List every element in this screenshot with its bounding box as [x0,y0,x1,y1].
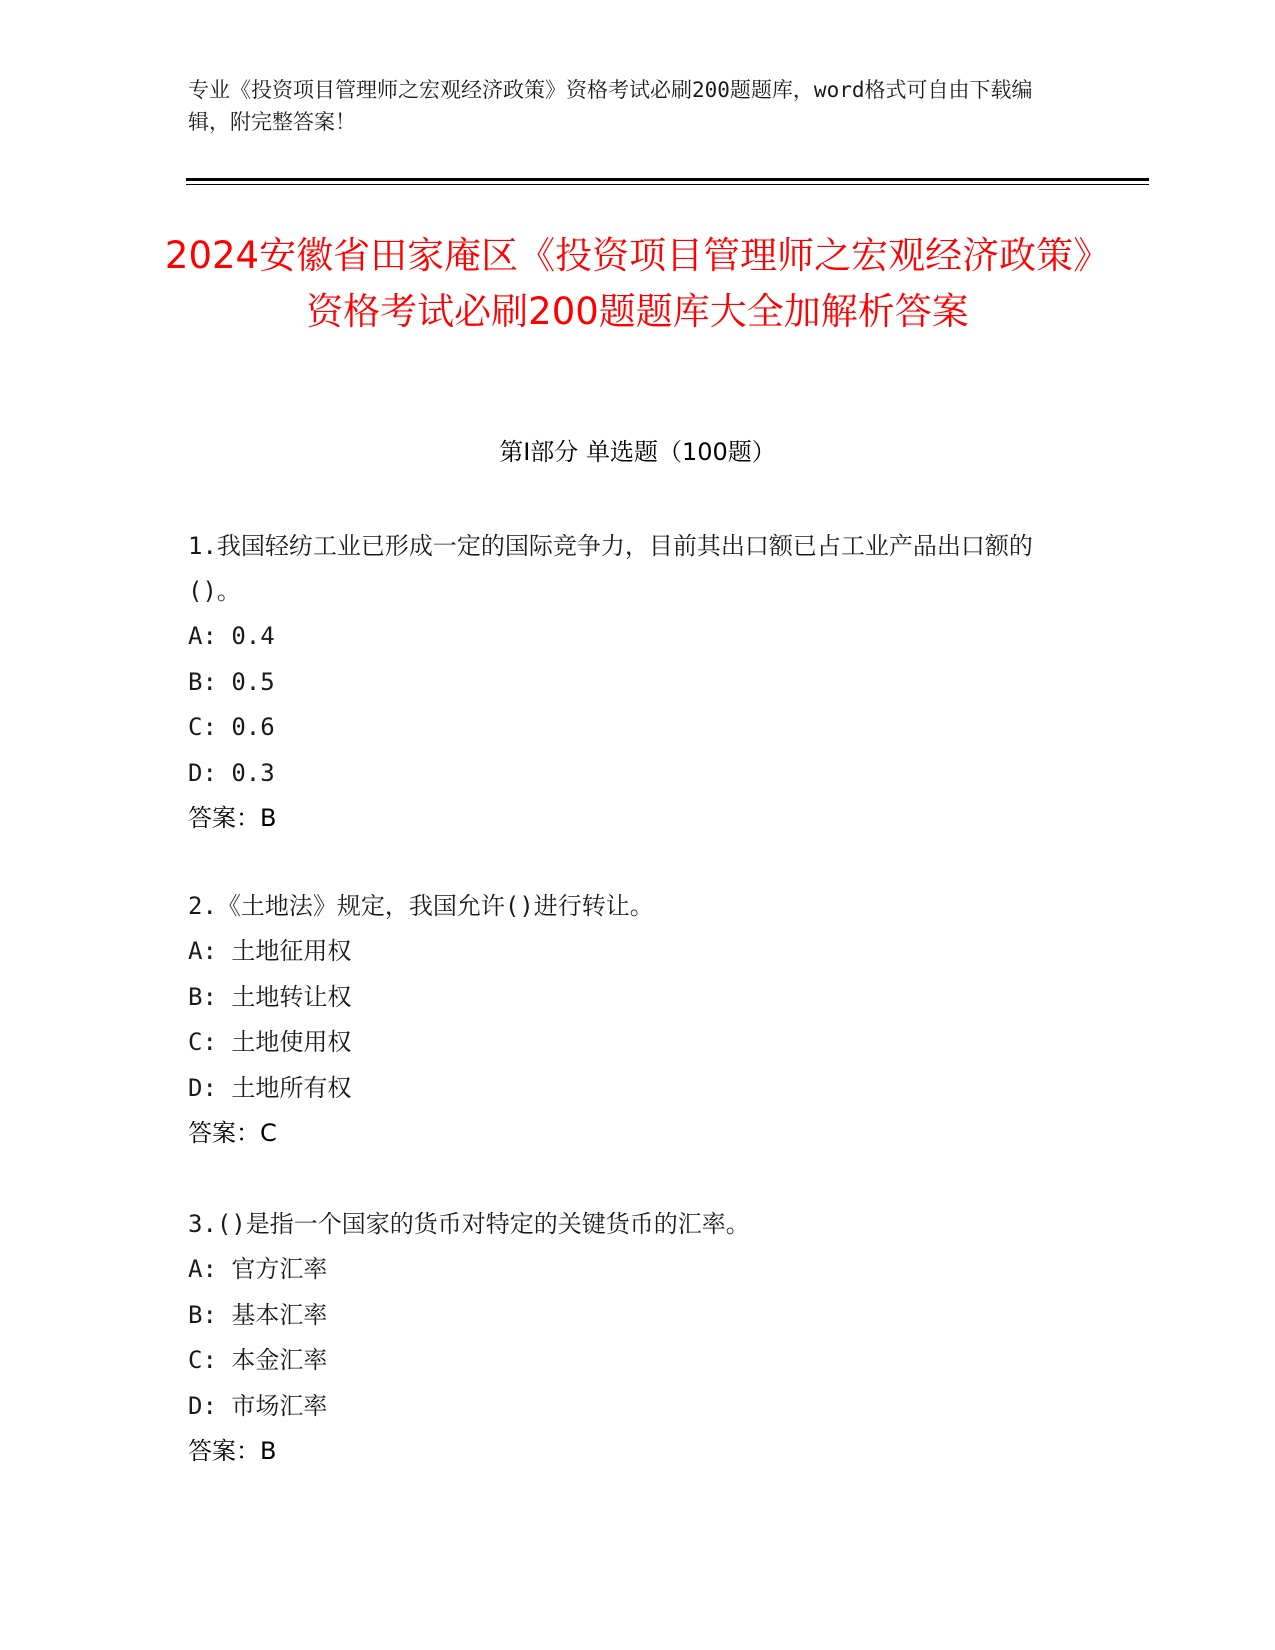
question-item [188,1202,1068,1475]
option-c: C: 土地使用权 [188,1028,352,1056]
option-d: D: 市场汇率 [188,1391,328,1420]
option-b: B: 土地转让权 [188,982,352,1011]
option-a: A: 官方汇率 [188,1255,328,1283]
question-stem: 2.《土地法》规定，我国允许()进行转让。 [188,892,654,920]
answer-label: 答案：C [188,1119,277,1147]
option-c: C: 0.6 [188,713,275,741]
option-b: B: 基本汇率 [188,1300,328,1329]
header-note: 专业《投资项目管理师之宏观经济政策》资格考试必刷200题题库，word格式可自由下载编辑，附完整答案！ [188,78,1033,134]
answer-label: 答案：B [188,1437,277,1465]
question-stem: 1.我国轻纺工业已形成一定的国际竞争力，目前其出口额已占工业产品出口额的()。 [188,532,1033,605]
document-title: 2024安徽省田家庵区《投资项目管理师之宏观经济政策》资格考试必刷200题题库大全加解析答案 [164,234,1111,333]
header-rule-thin [186,184,1149,185]
question-stem: 3.()是指一个国家的货币对特定的关键货币的汇率。 [188,1210,750,1238]
answer-label: 答案：B [188,804,277,832]
option-a: A: 土地征用权 [188,937,352,965]
question-item [188,884,1068,1157]
option-d: D: 0.3 [188,758,275,787]
header-rule-thick [186,178,1149,181]
option-b: B: 0.5 [188,667,275,696]
option-c: C: 本金汇率 [188,1346,328,1374]
option-a: A: 0.4 [188,622,275,650]
section-heading: 第Ⅰ部分 单选题（100题） [499,438,776,466]
question-item [188,524,1068,842]
option-d: D: 土地所有权 [188,1073,352,1102]
